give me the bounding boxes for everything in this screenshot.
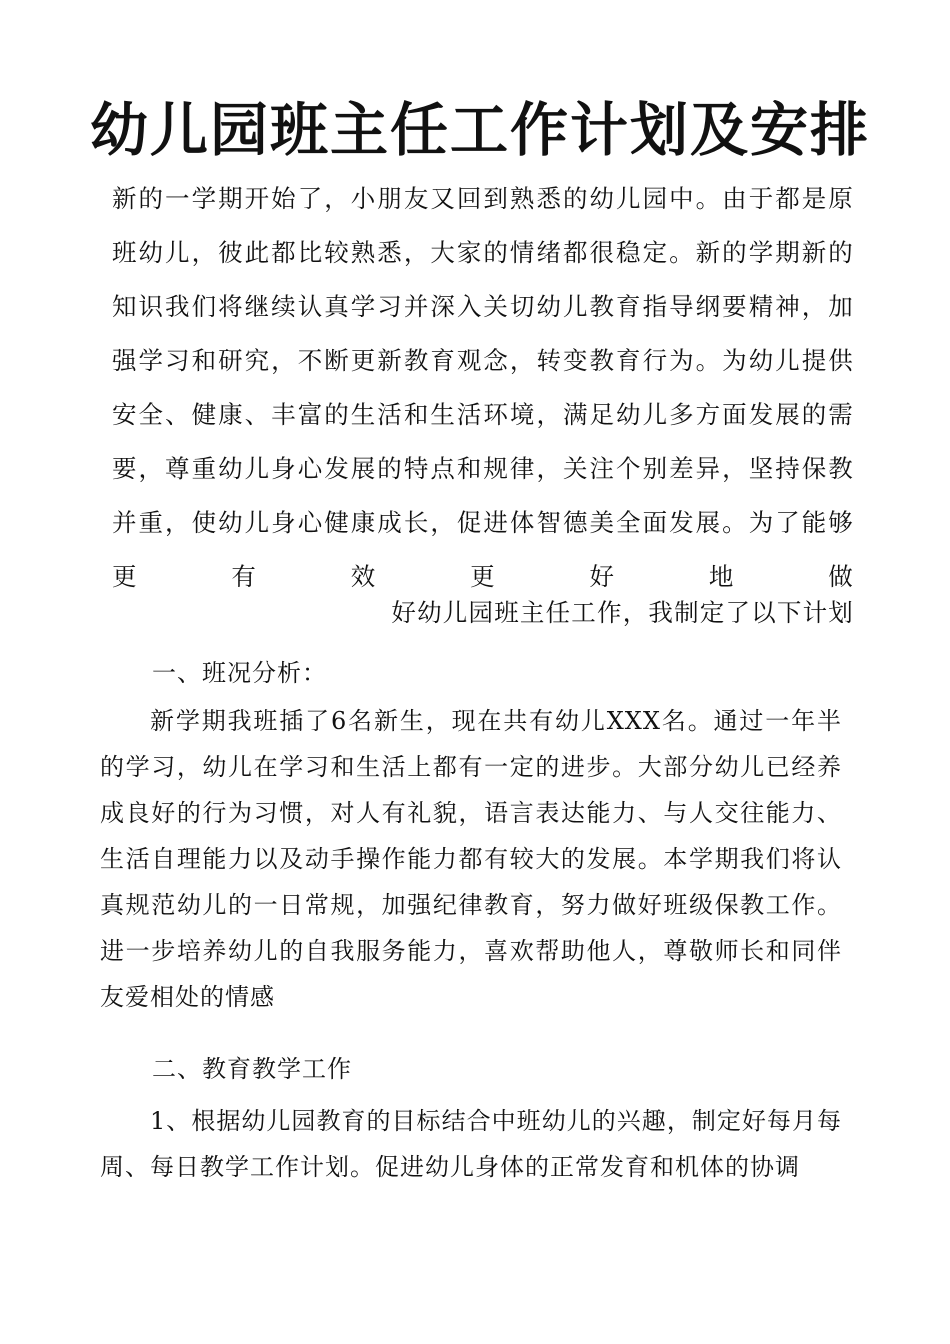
teaching-work-item-1: 1、根据幼儿园教育的目标结合中班幼儿的兴趣，制定好每月每周、每日教学工作计划。促进幼儿身体的正常发育和机体的协调 — [100, 1107, 842, 1181]
class-analysis-paragraph: 新学期我班插了6名新生，现在共有幼儿XXX名。通过一年半的学习，幼儿在学习和生活上都有一定的进步。大部分幼儿已经养成良好的行为习惯，对人有礼貌，语言表达能力、与人交往能力、生活自理能力以及动手操作能力都有较大的发展。本学期我们将认真规范幼儿的一日常规，加强纪律教育，努力做好班级保教工作。进一步培养幼儿的自我服务能力，喜欢帮助他人，尊敬师长和同伴友爱相处的情感 — [100, 707, 842, 1011]
document-title: 幼儿园班主任工作计划及安排 — [89, 96, 870, 164]
section-heading-teaching-work: 二、教育教学工作 — [152, 1055, 352, 1083]
intro-paragraph-tail: 好幼儿园班主任工作，我制定了以下计划 — [391, 598, 854, 627]
intro-paragraph: 新的一学期开始了，小朋友又回到熟悉的幼儿园中。由于都是原班幼儿，彼此都比较熟悉，大家的情绪都很稳定。新的学期新的知识我们将继续认真学习并深入关切幼儿教育指导纲要精神，加强学习和研究，不断更新教育观念，转变教育行为。为幼儿提供安全、健康、丰富的生活和生活环境，满足幼儿多方面发展的需要，尊重幼儿身心发展的特点和规律，关注个别差异，坚持保教并重，使幼儿身心健康成长，促进体智德美全面发展。为了能够更有效更好地做 — [112, 184, 854, 591]
section-heading-class-analysis: 一、班况分析： — [152, 659, 327, 687]
